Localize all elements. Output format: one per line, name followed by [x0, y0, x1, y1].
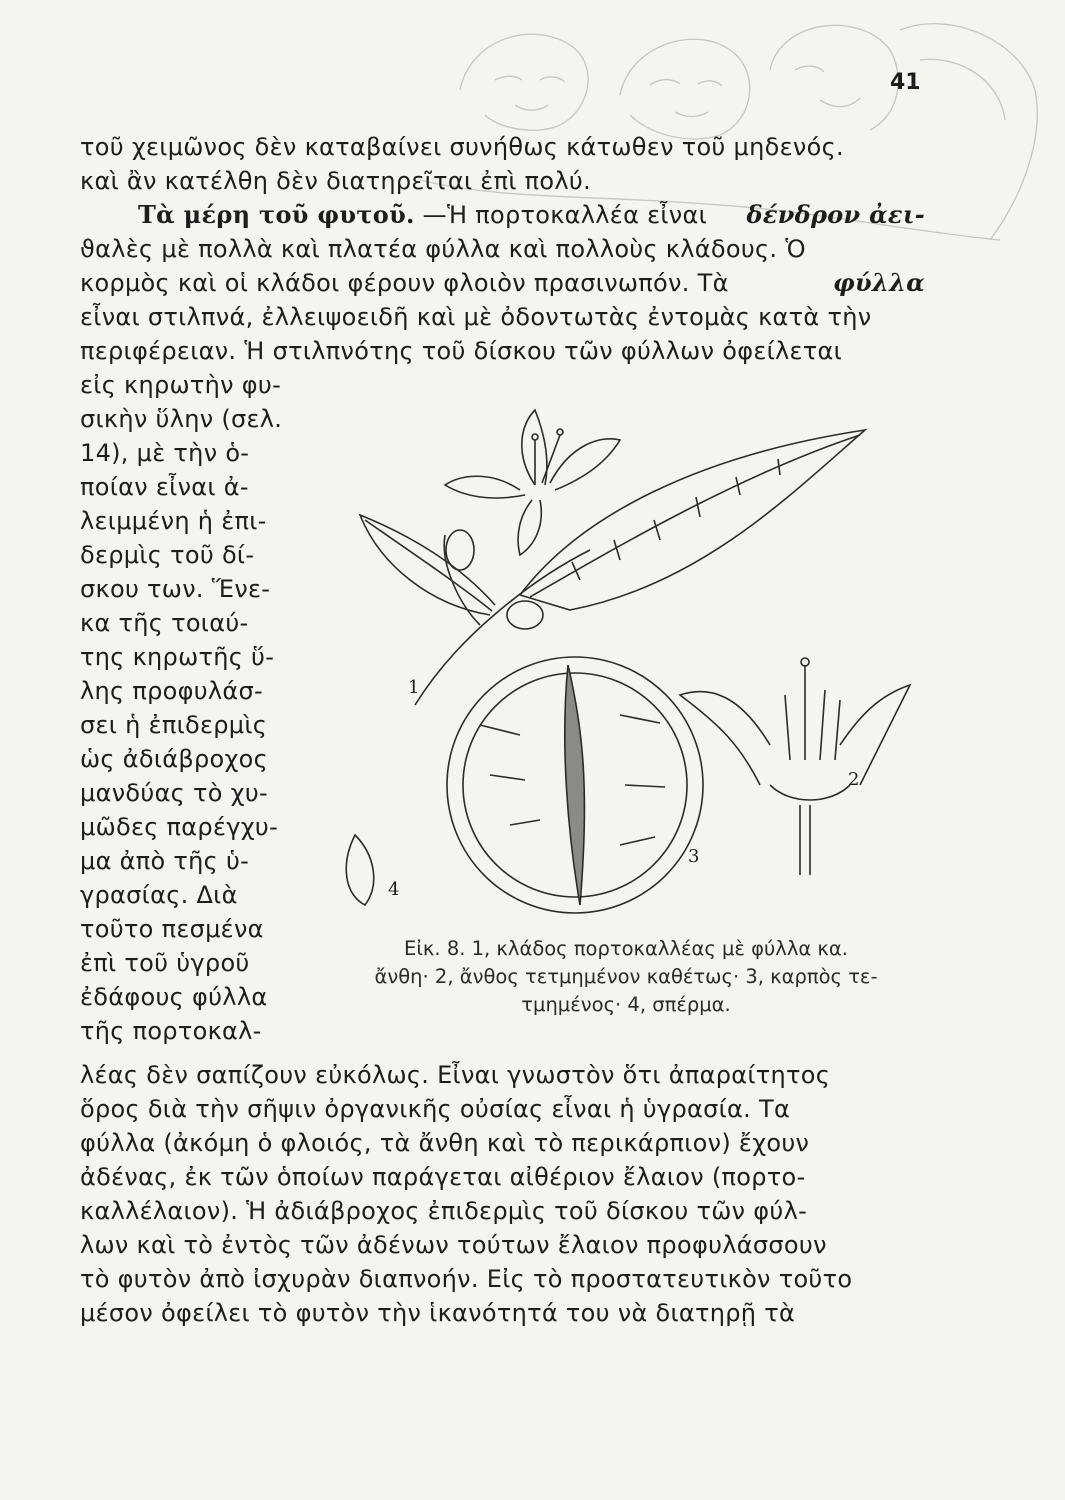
text-line: μέσον ὀφείλει τὸ φυτὸν τὴν ἱκανότητά του νὰ διατηρῇ τὰ: [80, 1299, 796, 1327]
figure-label: 3: [688, 846, 700, 867]
section-heading-line: Τὰ μέρη τοῦ φυτοῦ. —Ἡ πορτοκαλλέα εἶναι δένδρον ἀει-: [80, 198, 925, 232]
text-line-narrow: μανδύας τὸ χυ-: [80, 779, 268, 807]
text-line: κορμὸς καὶ οἱ κλάδοι φέρουν φλοιὸν πρασινωπόν. Τὰ φύλλα: [80, 266, 925, 300]
text-line-narrow: ἐδάφους φύλλα: [80, 983, 268, 1011]
text-line: ϑαλὲς μὲ πολλὰ καὶ πλατέα φύλλα καὶ πολλοὺς κλάδους. Ὁ: [80, 235, 806, 263]
text-line: καλλέλαιον). Ἡ ἀδιάβροχος ἐπιδερμὶς τοῦ δίσκου τῶν φύλ-: [80, 1197, 808, 1225]
text-line: τοῦ χειμῶνος δὲν καταβαίνει συνήθως κάτωθεν τοῦ μηδενός.: [80, 133, 844, 161]
text-line-narrow: γρασίας. Διὰ: [80, 881, 238, 909]
text-line-narrow: κα τῆς τοιαύ-: [80, 609, 249, 637]
text-line-narrow: λης προφυλάσ-: [80, 677, 264, 705]
text-line-narrow: ἐπὶ τοῦ ὑγροῦ: [80, 949, 250, 977]
text-line-narrow: εἰς κηρωτὴν φυ-: [80, 371, 282, 399]
text-line: λέας δὲν σαπίζουν εὐκόλως. Εἶναι γνωστὸν ὅτι ἀπαραίτητος: [80, 1061, 831, 1089]
text-line-narrow: σκου των. Ἕνε-: [80, 575, 271, 603]
section-heading: Τὰ μέρη τοῦ φυτοῦ.: [138, 200, 415, 229]
text-line-narrow: σει ἡ ἐπιδερμὶς: [80, 711, 268, 739]
text-line-narrow: ποίαν εἶναι ἀ-: [80, 473, 249, 501]
figure-label: 4: [388, 879, 400, 900]
text-line: καὶ ἂν κατέλθη δὲν διατηρεῖται ἐπὶ πολύ.: [80, 167, 592, 195]
text-line-narrow: δερμὶς τοῦ δί-: [80, 541, 255, 569]
text-line-narrow: μῶδες παρέγχυ-: [80, 813, 279, 841]
text-line-narrow: τῆς πορτοκαλ-: [80, 1017, 262, 1045]
figure-caption: Εἰκ. 8. 1, κλάδος πορτοκαλλέας μὲ φύλλα κα. ἄνθη· 2, ἄνθος τετμημένον καθέτως· 3, καρπὸς τε- τμημένος· 4, σπέρμα.: [374, 937, 878, 1016]
text-line: περιφέρειαν. Ἡ στιλπνότης τοῦ δίσκου τῶν φύλλων ὀφείλεται: [80, 337, 843, 365]
text-line: εἶναι στιλπνά, ἐλλειψοειδῆ καὶ μὲ ὀδοντωτὰς ἐντομὰς κατὰ τὴν: [80, 303, 872, 331]
text-line-narrow: τοῦτο πεσμένα: [80, 915, 264, 943]
emphasis-text: φύλλα: [833, 268, 925, 297]
figure-label: 2: [848, 769, 860, 790]
text-line-narrow: λειμμένη ἡ ἐπι-: [80, 507, 267, 535]
text-line: φύλλα (ἀκόμη ὁ φλοιός, τὰ ἄνθη καὶ τὸ περικάρπιον) ἔχουν: [80, 1129, 810, 1157]
text-line-narrow: σικὴν ὕλην (σελ.: [80, 405, 283, 433]
emphasis-text: δένδρον ἀει-: [746, 200, 925, 229]
page-number: 41: [890, 70, 921, 95]
text-line-narrow: μα ἀπὸ τῆς ὑ-: [80, 847, 250, 875]
text-line: τὸ φυτὸν ἀπὸ ἰσχυρὰν διαπνοήν. Εἰς τὸ προστατευτικὸν τοῦτο: [80, 1265, 853, 1293]
text-line-narrow: της κηρωτῆς ὕ-: [80, 643, 275, 671]
text-line-narrow: ὡς ἀδιάβροχος: [80, 745, 269, 773]
figure-label: 1: [408, 677, 420, 698]
text-line-narrow: 14), μὲ τὴν ὁ-: [80, 439, 250, 467]
text-line: ὅρος διὰ τὴν σῆψιν ὀργανικῆς οὐσίας εἶναι ἡ ὑγρασία. Τα: [80, 1095, 791, 1123]
orange-plant-illustration: [320, 365, 940, 940]
text-line: ἀδένας, ἐκ τῶν ὁποίων παράγεται αἰθέριον ἔλαιον (πορτο-: [80, 1163, 806, 1191]
text-line: λων καὶ τὸ ἐντὸς τῶν ἀδένων τούτων ἔλαιον προφυλάσσουν: [80, 1231, 827, 1259]
